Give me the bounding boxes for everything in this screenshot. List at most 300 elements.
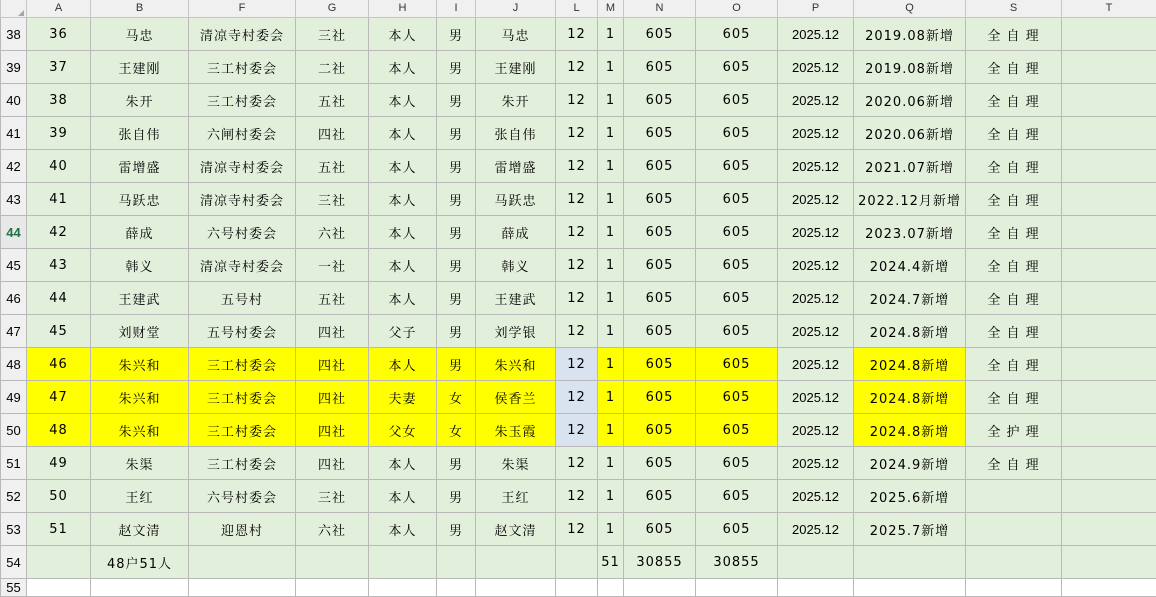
cell-N40[interactable]: 605 (624, 84, 696, 117)
cell-H54[interactable] (369, 546, 437, 579)
cell-M54[interactable]: 51 (598, 546, 624, 579)
cell-I46[interactable]: 男 (437, 282, 476, 315)
cell-H48[interactable]: 本人 (369, 348, 437, 381)
cell-Q38[interactable]: 2019.08新增 (854, 18, 966, 51)
cell-P39[interactable]: 2025.12 (778, 51, 854, 84)
table-row[interactable] (1, 51, 1156, 84)
row-header-52[interactable]: 52 (1, 480, 27, 513)
column-header-l[interactable]: L (556, 0, 598, 18)
cell-H53[interactable]: 本人 (369, 513, 437, 546)
cell-S49[interactable]: 全 自 理 (966, 381, 1062, 414)
row-header-48[interactable]: 48 (1, 348, 27, 381)
cell-T48[interactable] (1062, 348, 1156, 381)
column-header-g[interactable]: G (296, 0, 369, 18)
cell-N50[interactable]: 605 (624, 414, 696, 447)
row-header-42[interactable]: 42 (1, 150, 27, 183)
cell-A53[interactable]: 51 (27, 513, 91, 546)
cell-Q50[interactable]: 2024.8新增 (854, 414, 966, 447)
cell-O41[interactable]: 605 (696, 117, 778, 150)
cell-A52[interactable]: 50 (27, 480, 91, 513)
cell-F48[interactable]: 三工村委会 (189, 348, 296, 381)
cell-B46[interactable]: 王建武 (91, 282, 189, 315)
cell-I47[interactable]: 男 (437, 315, 476, 348)
cell-Q53[interactable]: 2025.7新增 (854, 513, 966, 546)
cell-M45[interactable]: 1 (598, 249, 624, 282)
cell-N52[interactable]: 605 (624, 480, 696, 513)
cell-Q43[interactable]: 2022.12月新增 (854, 183, 966, 216)
cell-M39[interactable]: 1 (598, 51, 624, 84)
cell-B53[interactable]: 赵文清 (91, 513, 189, 546)
cell-I40[interactable]: 男 (437, 84, 476, 117)
cell-L47[interactable]: 12 (556, 315, 598, 348)
cell-A47[interactable]: 45 (27, 315, 91, 348)
cell-T55[interactable] (1062, 579, 1156, 597)
cell-M46[interactable]: 1 (598, 282, 624, 315)
cell-G45[interactable]: 一社 (296, 249, 369, 282)
cell-S52[interactable] (966, 480, 1062, 513)
cell-A51[interactable]: 49 (27, 447, 91, 480)
row-header-49[interactable]: 49 (1, 381, 27, 414)
cell-H55[interactable] (369, 579, 437, 597)
cell-L38[interactable]: 12 (556, 18, 598, 51)
cell-N51[interactable]: 605 (624, 447, 696, 480)
cell-O55[interactable] (696, 579, 778, 597)
cell-M52[interactable]: 1 (598, 480, 624, 513)
cell-S55[interactable] (966, 579, 1062, 597)
cell-P46[interactable]: 2025.12 (778, 282, 854, 315)
cell-F39[interactable]: 三工村委会 (189, 51, 296, 84)
cell-I53[interactable]: 男 (437, 513, 476, 546)
cell-N47[interactable]: 605 (624, 315, 696, 348)
cell-I48[interactable]: 男 (437, 348, 476, 381)
cell-M38[interactable]: 1 (598, 18, 624, 51)
cell-I49[interactable]: 女 (437, 381, 476, 414)
cell-P41[interactable]: 2025.12 (778, 117, 854, 150)
table-row[interactable] (1, 150, 1156, 183)
cell-H39[interactable]: 本人 (369, 51, 437, 84)
cell-T52[interactable] (1062, 480, 1156, 513)
cell-T40[interactable] (1062, 84, 1156, 117)
cell-Q39[interactable]: 2019.08新增 (854, 51, 966, 84)
cell-N48[interactable]: 605 (624, 348, 696, 381)
cell-T42[interactable] (1062, 150, 1156, 183)
cell-P53[interactable]: 2025.12 (778, 513, 854, 546)
column-header-j[interactable]: J (476, 0, 556, 18)
cell-J44[interactable]: 薛成 (476, 216, 556, 249)
cell-I45[interactable]: 男 (437, 249, 476, 282)
cell-P43[interactable]: 2025.12 (778, 183, 854, 216)
cell-N54[interactable]: 30855 (624, 546, 696, 579)
cell-Q40[interactable]: 2020.06新增 (854, 84, 966, 117)
cell-L43[interactable]: 12 (556, 183, 598, 216)
cell-J40[interactable]: 朱开 (476, 84, 556, 117)
cell-T50[interactable] (1062, 414, 1156, 447)
cell-H44[interactable]: 本人 (369, 216, 437, 249)
column-header-o[interactable]: O (696, 0, 778, 18)
column-header-t[interactable]: T (1062, 0, 1156, 18)
cell-T47[interactable] (1062, 315, 1156, 348)
cell-I50[interactable]: 女 (437, 414, 476, 447)
cell-F41[interactable]: 六闸村委会 (189, 117, 296, 150)
cell-A42[interactable]: 40 (27, 150, 91, 183)
cell-L40[interactable]: 12 (556, 84, 598, 117)
cell-O39[interactable]: 605 (696, 51, 778, 84)
cell-O46[interactable]: 605 (696, 282, 778, 315)
cell-L48[interactable]: 12 (556, 348, 598, 381)
cell-N46[interactable]: 605 (624, 282, 696, 315)
cell-S39[interactable]: 全 自 理 (966, 51, 1062, 84)
cell-G52[interactable]: 三社 (296, 480, 369, 513)
cell-M48[interactable]: 1 (598, 348, 624, 381)
cell-G53[interactable]: 六社 (296, 513, 369, 546)
cell-B55[interactable] (91, 579, 189, 597)
cell-M42[interactable]: 1 (598, 150, 624, 183)
cell-S38[interactable]: 全 自 理 (966, 18, 1062, 51)
cell-N45[interactable]: 605 (624, 249, 696, 282)
cell-T41[interactable] (1062, 117, 1156, 150)
row-header-46[interactable]: 46 (1, 282, 27, 315)
cell-H43[interactable]: 本人 (369, 183, 437, 216)
cell-J43[interactable]: 马跃忠 (476, 183, 556, 216)
cell-G39[interactable]: 二社 (296, 51, 369, 84)
cell-S43[interactable]: 全 自 理 (966, 183, 1062, 216)
cell-F52[interactable]: 六号村委会 (189, 480, 296, 513)
cell-Q41[interactable]: 2020.06新增 (854, 117, 966, 150)
cell-I38[interactable]: 男 (437, 18, 476, 51)
cell-G42[interactable]: 五社 (296, 150, 369, 183)
cell-P45[interactable]: 2025.12 (778, 249, 854, 282)
cell-Q48[interactable]: 2024.8新增 (854, 348, 966, 381)
table-row[interactable] (1, 381, 1156, 414)
cell-Q42[interactable]: 2021.07新增 (854, 150, 966, 183)
row-header-43[interactable]: 43 (1, 183, 27, 216)
cell-O44[interactable]: 605 (696, 216, 778, 249)
cell-H51[interactable]: 本人 (369, 447, 437, 480)
cell-S46[interactable]: 全 自 理 (966, 282, 1062, 315)
cell-L39[interactable]: 12 (556, 51, 598, 84)
cell-J51[interactable]: 朱渠 (476, 447, 556, 480)
cell-F53[interactable]: 迎恩村 (189, 513, 296, 546)
cell-J53[interactable]: 赵文清 (476, 513, 556, 546)
cell-G40[interactable]: 五社 (296, 84, 369, 117)
cell-B44[interactable]: 薛成 (91, 216, 189, 249)
cell-A41[interactable]: 39 (27, 117, 91, 150)
cell-J49[interactable]: 侯香兰 (476, 381, 556, 414)
cell-B45[interactable]: 韩义 (91, 249, 189, 282)
table-row[interactable] (1, 117, 1156, 150)
cell-J41[interactable]: 张自伟 (476, 117, 556, 150)
cell-T51[interactable] (1062, 447, 1156, 480)
cell-A46[interactable]: 44 (27, 282, 91, 315)
cell-J38[interactable]: 马忠 (476, 18, 556, 51)
cell-M44[interactable]: 1 (598, 216, 624, 249)
cell-M51[interactable]: 1 (598, 447, 624, 480)
cell-I55[interactable] (437, 579, 476, 597)
cell-H45[interactable]: 本人 (369, 249, 437, 282)
cell-N41[interactable]: 605 (624, 117, 696, 150)
cell-P52[interactable]: 2025.12 (778, 480, 854, 513)
cell-F47[interactable]: 五号村委会 (189, 315, 296, 348)
cell-P50[interactable]: 2025.12 (778, 414, 854, 447)
cell-G49[interactable]: 四社 (296, 381, 369, 414)
row-header-50[interactable]: 50 (1, 414, 27, 447)
cell-L45[interactable]: 12 (556, 249, 598, 282)
cell-M41[interactable]: 1 (598, 117, 624, 150)
row-header-51[interactable]: 51 (1, 447, 27, 480)
table-row[interactable] (1, 249, 1156, 282)
cell-B40[interactable]: 朱开 (91, 84, 189, 117)
cell-B43[interactable]: 马跃忠 (91, 183, 189, 216)
cell-I54[interactable] (437, 546, 476, 579)
cell-O53[interactable]: 605 (696, 513, 778, 546)
cell-B48[interactable]: 朱兴和 (91, 348, 189, 381)
column-header-f[interactable]: F (189, 0, 296, 18)
cell-P47[interactable]: 2025.12 (778, 315, 854, 348)
cell-I43[interactable]: 男 (437, 183, 476, 216)
cell-Q49[interactable]: 2024.8新增 (854, 381, 966, 414)
cell-F43[interactable]: 清凉寺村委会 (189, 183, 296, 216)
cell-G55[interactable] (296, 579, 369, 597)
cell-B41[interactable]: 张自伟 (91, 117, 189, 150)
cell-B54[interactable]: 48户51人 (91, 546, 189, 579)
cell-B51[interactable]: 朱渠 (91, 447, 189, 480)
cell-O40[interactable]: 605 (696, 84, 778, 117)
row-header-54[interactable]: 54 (1, 546, 27, 579)
cell-P44[interactable]: 2025.12 (778, 216, 854, 249)
cell-M49[interactable]: 1 (598, 381, 624, 414)
cell-Q51[interactable]: 2024.9新增 (854, 447, 966, 480)
cell-G48[interactable]: 四社 (296, 348, 369, 381)
cell-O52[interactable]: 605 (696, 480, 778, 513)
cell-L54[interactable] (556, 546, 598, 579)
table-row[interactable] (1, 282, 1156, 315)
cell-A38[interactable]: 36 (27, 18, 91, 51)
cell-J52[interactable]: 王红 (476, 480, 556, 513)
column-header-b[interactable]: B (91, 0, 189, 18)
cell-O47[interactable]: 605 (696, 315, 778, 348)
cell-F50[interactable]: 三工村委会 (189, 414, 296, 447)
cell-S42[interactable]: 全 自 理 (966, 150, 1062, 183)
cell-A44[interactable]: 42 (27, 216, 91, 249)
cell-A39[interactable]: 37 (27, 51, 91, 84)
cell-A55[interactable] (27, 579, 91, 597)
cell-P48[interactable]: 2025.12 (778, 348, 854, 381)
cell-P55[interactable] (778, 579, 854, 597)
column-header-s[interactable]: S (966, 0, 1062, 18)
cell-Q47[interactable]: 2024.8新增 (854, 315, 966, 348)
table-row[interactable] (1, 216, 1156, 249)
cell-S54[interactable] (966, 546, 1062, 579)
cell-F44[interactable]: 六号村委会 (189, 216, 296, 249)
cell-G47[interactable]: 四社 (296, 315, 369, 348)
cell-O54[interactable]: 30855 (696, 546, 778, 579)
cell-M43[interactable]: 1 (598, 183, 624, 216)
column-header-q[interactable]: Q (854, 0, 966, 18)
cell-L49[interactable]: 12 (556, 381, 598, 414)
table-row[interactable] (1, 414, 1156, 447)
cell-T44[interactable] (1062, 216, 1156, 249)
cell-M53[interactable]: 1 (598, 513, 624, 546)
table-row[interactable] (1, 315, 1156, 348)
cell-H40[interactable]: 本人 (369, 84, 437, 117)
cell-G50[interactable]: 四社 (296, 414, 369, 447)
cell-L41[interactable]: 12 (556, 117, 598, 150)
table-row[interactable] (1, 546, 1156, 579)
cell-N55[interactable] (624, 579, 696, 597)
cell-H50[interactable]: 父女 (369, 414, 437, 447)
cell-N39[interactable]: 605 (624, 51, 696, 84)
cell-J42[interactable]: 雷增盛 (476, 150, 556, 183)
select-all-corner[interactable] (1, 0, 27, 18)
cell-S53[interactable] (966, 513, 1062, 546)
row-header-40[interactable]: 40 (1, 84, 27, 117)
cell-H42[interactable]: 本人 (369, 150, 437, 183)
cell-A50[interactable]: 48 (27, 414, 91, 447)
cell-O49[interactable]: 605 (696, 381, 778, 414)
cell-O51[interactable]: 605 (696, 447, 778, 480)
table-row[interactable] (1, 18, 1156, 51)
cell-O43[interactable]: 605 (696, 183, 778, 216)
row-header-41[interactable]: 41 (1, 117, 27, 150)
cell-A54[interactable] (27, 546, 91, 579)
cell-J50[interactable]: 朱玉霞 (476, 414, 556, 447)
cell-N42[interactable]: 605 (624, 150, 696, 183)
cell-T38[interactable] (1062, 18, 1156, 51)
cell-S44[interactable]: 全 自 理 (966, 216, 1062, 249)
cell-B52[interactable]: 王红 (91, 480, 189, 513)
cell-G54[interactable] (296, 546, 369, 579)
cell-Q54[interactable] (854, 546, 966, 579)
cell-M40[interactable]: 1 (598, 84, 624, 117)
cell-I39[interactable]: 男 (437, 51, 476, 84)
cell-T46[interactable] (1062, 282, 1156, 315)
cell-I51[interactable]: 男 (437, 447, 476, 480)
cell-T53[interactable] (1062, 513, 1156, 546)
cell-O50[interactable]: 605 (696, 414, 778, 447)
cell-L55[interactable] (556, 579, 598, 597)
cell-H49[interactable]: 夫妻 (369, 381, 437, 414)
cell-N53[interactable]: 605 (624, 513, 696, 546)
column-header-i[interactable]: I (437, 0, 476, 18)
cell-F46[interactable]: 五号村 (189, 282, 296, 315)
cell-M47[interactable]: 1 (598, 315, 624, 348)
row-header-55[interactable]: 55 (1, 579, 27, 597)
cell-J39[interactable]: 王建刚 (476, 51, 556, 84)
cell-H38[interactable]: 本人 (369, 18, 437, 51)
cell-P38[interactable]: 2025.12 (778, 18, 854, 51)
cell-N43[interactable]: 605 (624, 183, 696, 216)
cell-A45[interactable]: 43 (27, 249, 91, 282)
cell-T39[interactable] (1062, 51, 1156, 84)
cell-S48[interactable]: 全 自 理 (966, 348, 1062, 381)
cell-M55[interactable] (598, 579, 624, 597)
cell-F42[interactable]: 清凉寺村委会 (189, 150, 296, 183)
row-header-39[interactable]: 39 (1, 51, 27, 84)
cell-Q55[interactable] (854, 579, 966, 597)
cell-S41[interactable]: 全 自 理 (966, 117, 1062, 150)
cell-G41[interactable]: 四社 (296, 117, 369, 150)
cell-P54[interactable] (778, 546, 854, 579)
cell-A43[interactable]: 41 (27, 183, 91, 216)
row-header-44[interactable]: 44 (1, 216, 27, 249)
cell-B39[interactable]: 王建刚 (91, 51, 189, 84)
cell-I44[interactable]: 男 (437, 216, 476, 249)
cell-P42[interactable]: 2025.12 (778, 150, 854, 183)
cell-J54[interactable] (476, 546, 556, 579)
cell-O45[interactable]: 605 (696, 249, 778, 282)
cell-S47[interactable]: 全 自 理 (966, 315, 1062, 348)
cell-J46[interactable]: 王建武 (476, 282, 556, 315)
cell-A48[interactable]: 46 (27, 348, 91, 381)
cell-N38[interactable]: 605 (624, 18, 696, 51)
cell-J48[interactable]: 朱兴和 (476, 348, 556, 381)
row-header-38[interactable]: 38 (1, 18, 27, 51)
column-header-h[interactable]: H (369, 0, 437, 18)
cell-P51[interactable]: 2025.12 (778, 447, 854, 480)
table-row[interactable] (1, 513, 1156, 546)
cell-Q44[interactable]: 2023.07新增 (854, 216, 966, 249)
table-row[interactable] (1, 84, 1156, 117)
cell-O42[interactable]: 605 (696, 150, 778, 183)
table-row[interactable] (1, 579, 1156, 597)
cell-T54[interactable] (1062, 546, 1156, 579)
cell-J55[interactable] (476, 579, 556, 597)
cell-F55[interactable] (189, 579, 296, 597)
cell-I41[interactable]: 男 (437, 117, 476, 150)
cell-B42[interactable]: 雷增盛 (91, 150, 189, 183)
cell-F40[interactable]: 三工村委会 (189, 84, 296, 117)
cell-H46[interactable]: 本人 (369, 282, 437, 315)
cell-B38[interactable]: 马忠 (91, 18, 189, 51)
cell-B47[interactable]: 刘财堂 (91, 315, 189, 348)
cell-L51[interactable]: 12 (556, 447, 598, 480)
cell-S45[interactable]: 全 自 理 (966, 249, 1062, 282)
cell-S40[interactable]: 全 自 理 (966, 84, 1062, 117)
cell-G43[interactable]: 三社 (296, 183, 369, 216)
cell-F49[interactable]: 三工村委会 (189, 381, 296, 414)
cell-A40[interactable]: 38 (27, 84, 91, 117)
cell-J45[interactable]: 韩义 (476, 249, 556, 282)
cell-O48[interactable]: 605 (696, 348, 778, 381)
cell-A49[interactable]: 47 (27, 381, 91, 414)
cell-L53[interactable]: 12 (556, 513, 598, 546)
column-header-m[interactable]: M (598, 0, 624, 18)
cell-P49[interactable]: 2025.12 (778, 381, 854, 414)
cell-T43[interactable] (1062, 183, 1156, 216)
cell-I42[interactable]: 男 (437, 150, 476, 183)
cell-L44[interactable]: 12 (556, 216, 598, 249)
cell-O38[interactable]: 605 (696, 18, 778, 51)
table-row[interactable] (1, 348, 1156, 381)
column-header-p[interactable]: P (778, 0, 854, 18)
table-row[interactable] (1, 447, 1156, 480)
cell-J47[interactable]: 刘学银 (476, 315, 556, 348)
cell-P40[interactable]: 2025.12 (778, 84, 854, 117)
cell-L52[interactable]: 12 (556, 480, 598, 513)
row-header-47[interactable]: 47 (1, 315, 27, 348)
cell-F38[interactable]: 清凉寺村委会 (189, 18, 296, 51)
cell-H52[interactable]: 本人 (369, 480, 437, 513)
cell-I52[interactable]: 男 (437, 480, 476, 513)
cell-H47[interactable]: 父子 (369, 315, 437, 348)
row-header-45[interactable]: 45 (1, 249, 27, 282)
cell-S50[interactable]: 全 护 理 (966, 414, 1062, 447)
cell-G44[interactable]: 六社 (296, 216, 369, 249)
cell-N49[interactable]: 605 (624, 381, 696, 414)
cell-F54[interactable] (189, 546, 296, 579)
cell-G46[interactable]: 五社 (296, 282, 369, 315)
cell-Q46[interactable]: 2024.7新增 (854, 282, 966, 315)
